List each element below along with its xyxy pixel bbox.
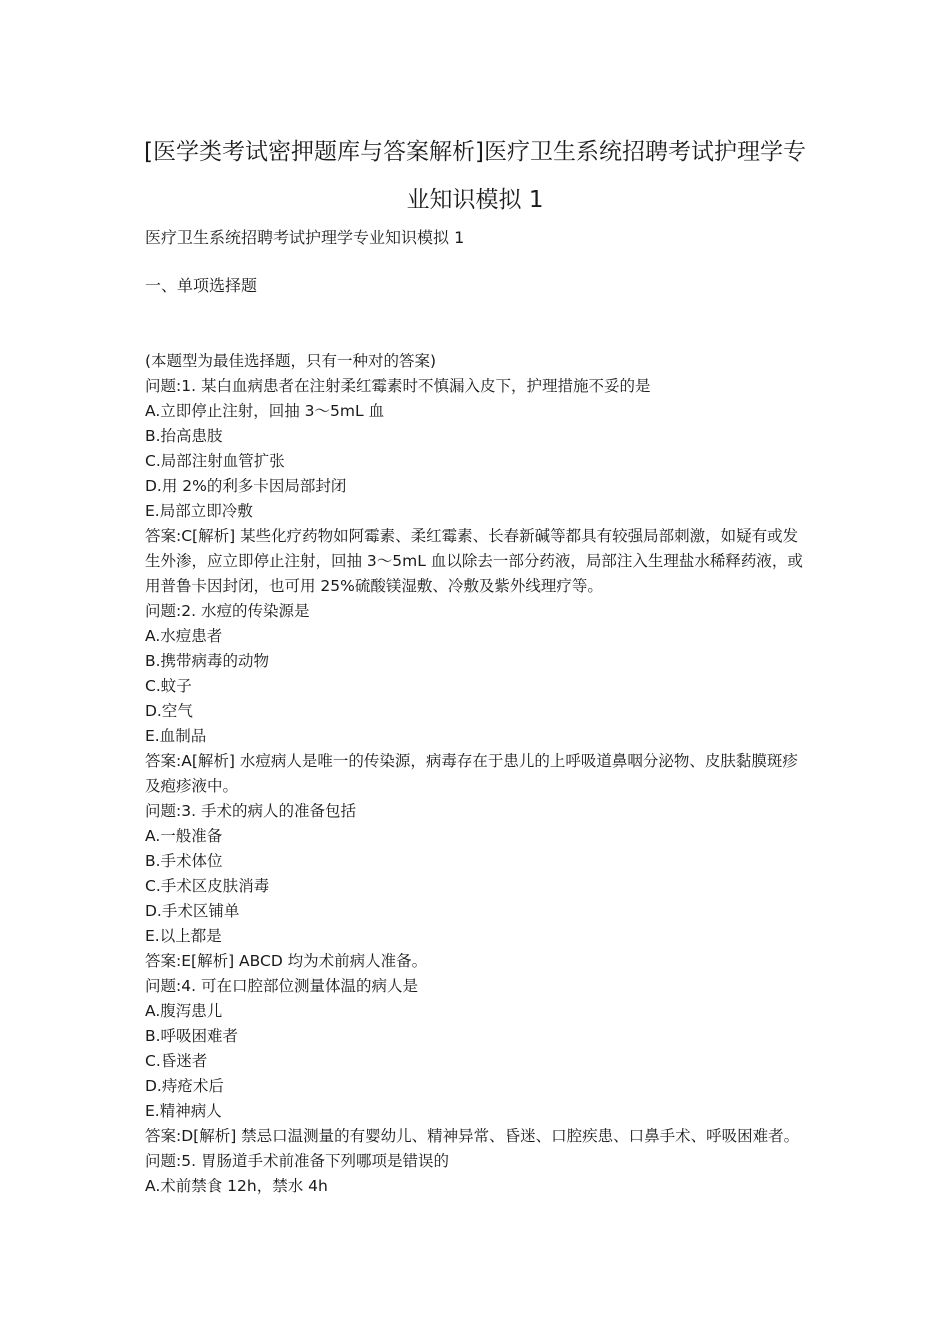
question-body bbox=[145, 349, 810, 1199]
option-d: D.痔疮术后 bbox=[145, 1077, 224, 1095]
instruction-text: (本题型为最佳选择题，只有一种对的答案) bbox=[145, 352, 437, 370]
option-b: B.呼吸困难者 bbox=[145, 1027, 239, 1045]
option-b: B.抬高患肢 bbox=[145, 427, 223, 445]
option-a: A.一般准备 bbox=[145, 827, 223, 845]
option-a: A.立即停止注射，回抽 3～5mL 血 bbox=[145, 402, 385, 420]
question-block bbox=[145, 799, 810, 974]
option-c: C.手术区皮肤消毒 bbox=[145, 877, 270, 895]
answer-explanation: 答案:E[解析] ABCD 均为术前病人准备。 bbox=[145, 952, 428, 970]
option-d: D.空气 bbox=[145, 702, 193, 720]
option-a: A.水痘患者 bbox=[145, 627, 223, 645]
option-d: D.用 2%的利多卡因局部封闭 bbox=[145, 477, 347, 495]
answer-explanation: 答案:A[解析] 水痘病人是唯一的传染源，病毒存在于患儿的上呼吸道鼻咽分泌物、皮肤黏膜斑疹及疱疹液中。 bbox=[145, 752, 798, 795]
option-a: A.术前禁食 12h，禁水 4h bbox=[145, 1177, 328, 1195]
document-title-line-2: 业知识模拟 1 bbox=[406, 187, 544, 213]
document-subtitle: 医疗卫生系统招聘考试护理学专业知识模拟 1 bbox=[145, 228, 465, 247]
document-title-line-1: [医学类考试密押题库与答案解析]医疗卫生系统招聘考试护理学专 bbox=[144, 139, 806, 165]
answer-explanation: 答案:C[解析] 某些化疗药物如阿霉素、柔红霉素、长春新碱等都具有较强局部刺激，如疑有或发生外渗，应立即停止注射，回抽 3～5mL 血以除去一部分药液，局部注入生理盐水稀释药液，或用普鲁卡因封闭，也可用 25%硫酸镁湿敷、冷敷及紫外线理疗等。 bbox=[145, 527, 803, 595]
option-d: D.手术区铺单 bbox=[145, 902, 240, 920]
question-block bbox=[145, 599, 810, 799]
question-text: 问题:5. 胃肠道手术前准备下列哪项是错误的 bbox=[145, 1152, 449, 1170]
option-c: C.局部注射血管扩张 bbox=[145, 452, 285, 470]
question-text: 问题:2. 水痘的传染源是 bbox=[145, 602, 310, 620]
option-e: E.精神病人 bbox=[145, 1102, 222, 1120]
question-text: 问题:1. 某白血病患者在注射柔红霉素时不慎漏入皮下，护理措施不妥的是 bbox=[145, 377, 651, 395]
question-text: 问题:3. 手术的病人的准备包括 bbox=[145, 802, 356, 820]
option-b: B.手术体位 bbox=[145, 852, 223, 870]
question-block bbox=[145, 374, 810, 599]
option-e: E.血制品 bbox=[145, 727, 207, 745]
answer-explanation: 答案:D[解析] 禁忌口温测量的有婴幼儿、精神异常、昏迷、口腔疾患、口鼻手术、呼吸困难者。 bbox=[145, 1127, 800, 1145]
question-text: 问题:4. 可在口腔部位测量体温的病人是 bbox=[145, 977, 418, 995]
option-c: C.蚊子 bbox=[145, 677, 192, 695]
option-b: B.携带病毒的动物 bbox=[145, 652, 270, 670]
question-block bbox=[145, 974, 810, 1149]
option-e: E.局部立即冷敷 bbox=[145, 502, 253, 520]
option-a: A.腹泻患儿 bbox=[145, 1002, 223, 1020]
section-heading: 一、单项选择题 bbox=[145, 276, 258, 295]
option-c: C.昏迷者 bbox=[145, 1052, 208, 1070]
question-block bbox=[145, 1149, 810, 1199]
option-e: E.以上都是 bbox=[145, 927, 222, 945]
